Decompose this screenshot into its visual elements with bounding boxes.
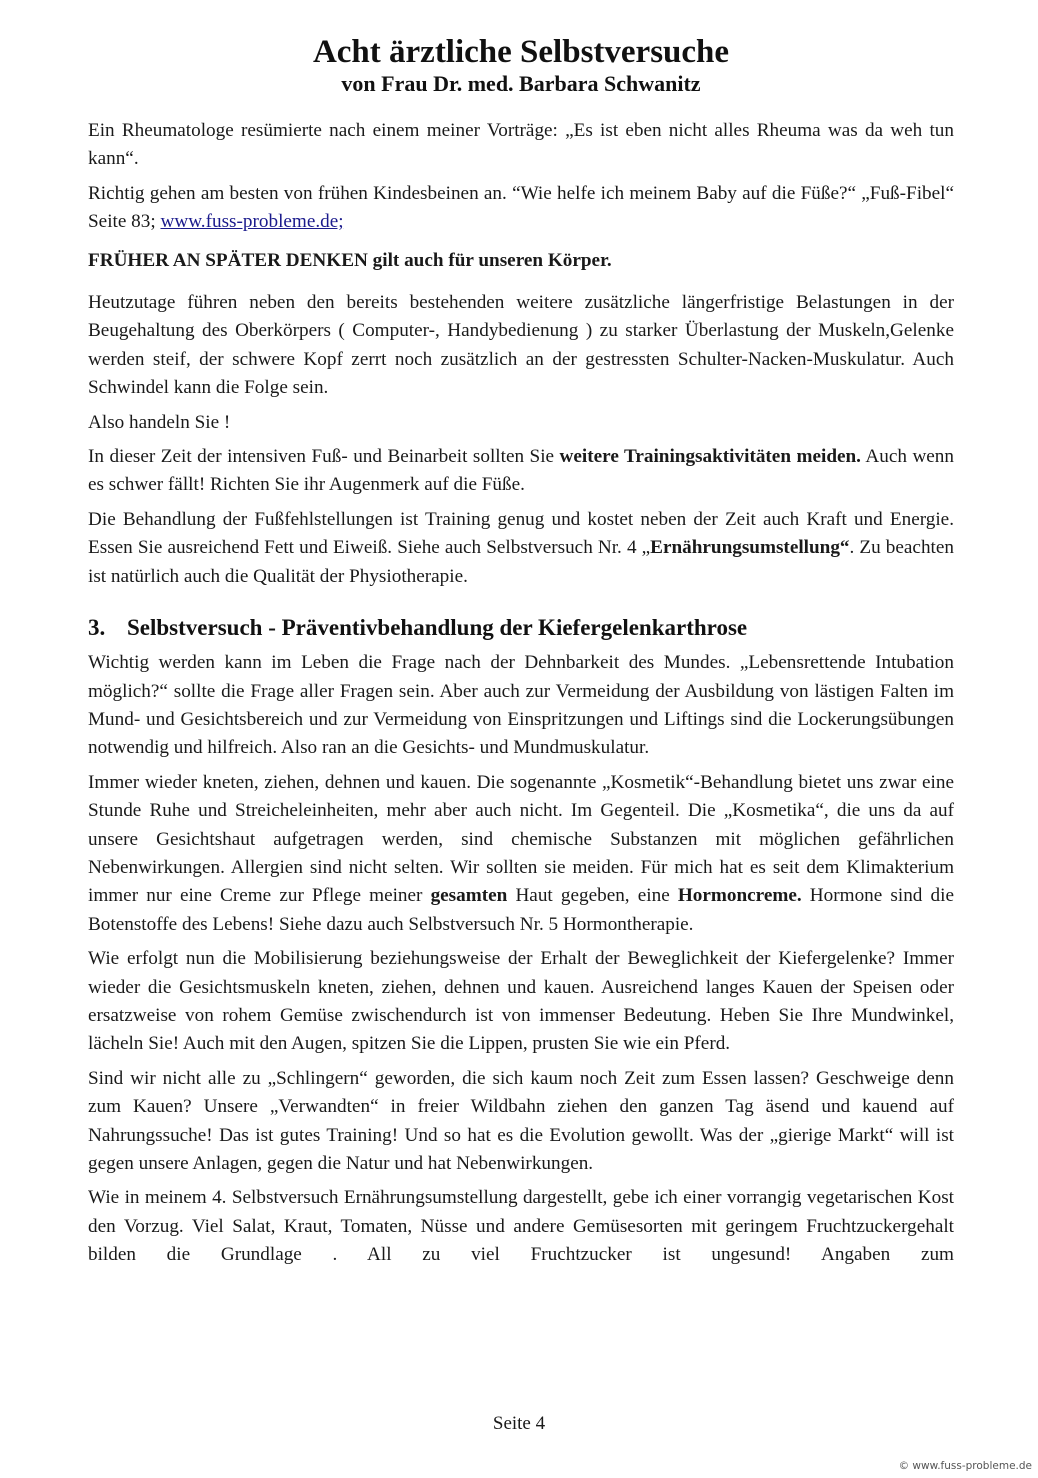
intro-paragraph-6-bold: Ernährungsumstellung“ (650, 537, 850, 559)
intro-paragraph-1: Ein Rheumatologe resümierte nach einem meiner Vorträge: „Es ist eben nicht alles Rheuma was da weh tun kann“. (88, 120, 954, 170)
section-paragraph-2-a: Immer wieder kneten, ziehen, dehnen und kauen. Die sogenannte „Kosmetik“-Behandlung bietet uns zwar eine Stunde Ruhe und Streicheleinheiten, mehr aber auch nicht. Im Gegenteil. Die „Kosmetika“, die uns da auf unsere Gesichtshaut aufgetragen werden, sind chemische Substanzen mit möglichen gefährlichen Nebenwirkungen. Allergien sind nicht selten. Wir sollten sie meiden. Für mich hat es seit dem Klimakterium immer nur eine Creme zur Pflege meiner (88, 771, 954, 907)
section-paragraph-4: Sind wir nicht alle zu „Schlingern“ geworden, die sich kaum noch Zeit zum Essen lassen? Geschweige denn zum Kauen? Unsere „Verwandten“ in freier Wildbahn ziehen den ganzen Tag äsend und kauend auf Nahrungssuche! Das ist gutes Training! Und so hat es die Evolution gewollt. Was der „gierige Markt“ will ist gegen unsere Anlagen, gegen die Natur und hat Nebenwirkungen. (88, 1067, 954, 1174)
website-link[interactable]: www.fuss-probleme.de; (160, 211, 344, 233)
section-paragraph-3: Wie erfolgt nun die Mobilisierung beziehungsweise der Erhalt der Beweglichkeit der Kiefergelenke? Immer wieder die Gesichtsmuskeln kneten, ziehen, dehnen und kauen. Ausreichend langes Kauen der Speisen oder ersatzweise von rohem Gemüse zwischendurch ist von immenser Bedeutung. Heben Sie Ihre Mundwinkel, lächeln Sie! Auch mit den Augen, spitzen Sie die Lippen, prusten Sie wie ein Pferd. (88, 948, 954, 1055)
intro-paragraph-5-b: Auch wenn es schwer fällt! Richten Sie ihr Augenmerk auf die Füße. (88, 446, 954, 496)
section-heading (88, 613, 954, 643)
intro-paragraph-6 (88, 506, 954, 591)
section-paragraph-5: Wie in meinem 4. Selbstversuch Ernährungsumstellung dargestellt, gebe ich einer vorrangig vegetarischen Kost den Vorzug. Viel Salat, Kraut, Tomaten, Nüsse und andere Gemüsesorten mit geringem Fruchtzuckergehalt bilden die Grundlage . All zu viel Fruchtzucker ist ungesund! Angaben zum (88, 1187, 954, 1266)
section-paragraph-2-bold-2: Hormoncreme. (677, 885, 802, 907)
intro-paragraph-3: Heutzutage führen neben den bereits bestehenden weitere zusätzliche längerfristige Belastungen in der Beugehaltung des Oberkörpers ( Computer-, Handybedienung ) zu starker Überlastung der Muskeln,Gelenke werden steif, der schwere Kopf zerrt noch zusätzlich an der gestressten Schulter-Nacken-Muskulatur. Auch Schwindel kann die Folge sein. (88, 292, 954, 399)
intro-paragraph-6-b: . Zu beachten ist natürlich auch die Qualität der Physiotherapie. (88, 537, 954, 587)
section-paragraph-2 (88, 769, 954, 939)
section-paragraph-2-b: Haut gegeben, eine (507, 885, 678, 907)
intro-paragraph-5 (88, 443, 954, 500)
section-number: 3. (88, 615, 106, 641)
intro-paragraph-5-bold: weitere Trainingsaktivitäten meiden. (559, 446, 861, 468)
intro-paragraph-6-a: Die Behandlung der Fußfehlstellungen ist Training genug und kostet neben der Zeit auch Kraft und Energie. Essen Sie ausreichend Fett und Eiweiß. Siehe auch Selbstversuch Nr. 4 „ (88, 508, 954, 559)
intro-paragraph-2-text: Richtig gehen am besten von frühen Kindesbeinen an. “Wie helfe ich meinem Baby auf die Füße?“ „Fuß-Fibel“ Seite 83; (88, 182, 954, 233)
section-paragraph-1: Wichtig werden kann im Leben die Frage nach der Dehnbarkeit des Mundes. „Lebensrettende Intubation möglich?“ sollte die Frage aller Fragen sein. Aber auch zur Vermeidung der Ausbildung von lästigen Falten im Mund- und Gesichtsbereich und zur Vermeidung von Einspritzungen und Liftings sind die Lockerungsübungen notwendig und hilfreich. Also ran an die Gesichts- und Mundmuskulatur. (88, 652, 954, 759)
page-title: Acht ärztliche Selbstversuche (312, 34, 730, 70)
intro-paragraph-5-a: In dieser Zeit der intensiven Fuß- und Beinarbeit sollten Sie (88, 446, 560, 468)
intro-paragraph-2 (88, 180, 954, 237)
section-paragraph-2-c: Hormone sind die Botenstoffe des Lebens! Siehe dazu auch Selbstversuch Nr. 5 Hormontherapie. (88, 885, 954, 935)
section-title: Selbstversuch - Präventivbehandlung der Kiefergelenkarthrose (127, 615, 748, 641)
section-paragraph-2-bold-1: gesamten (430, 885, 508, 907)
intro-paragraph-4: Also handeln Sie ! (88, 411, 231, 433)
emphasis-line: FRÜHER AN SPÄTER DENKEN gilt auch für unseren Körper. (88, 249, 612, 271)
page-subtitle: von Frau Dr. med. Barbara Schwanitz (341, 71, 701, 96)
copyright-watermark: © www.fuss-probleme.de (898, 1460, 1032, 1472)
document-page (88, 0, 954, 1270)
page-number: Seite 4 (492, 1413, 546, 1434)
